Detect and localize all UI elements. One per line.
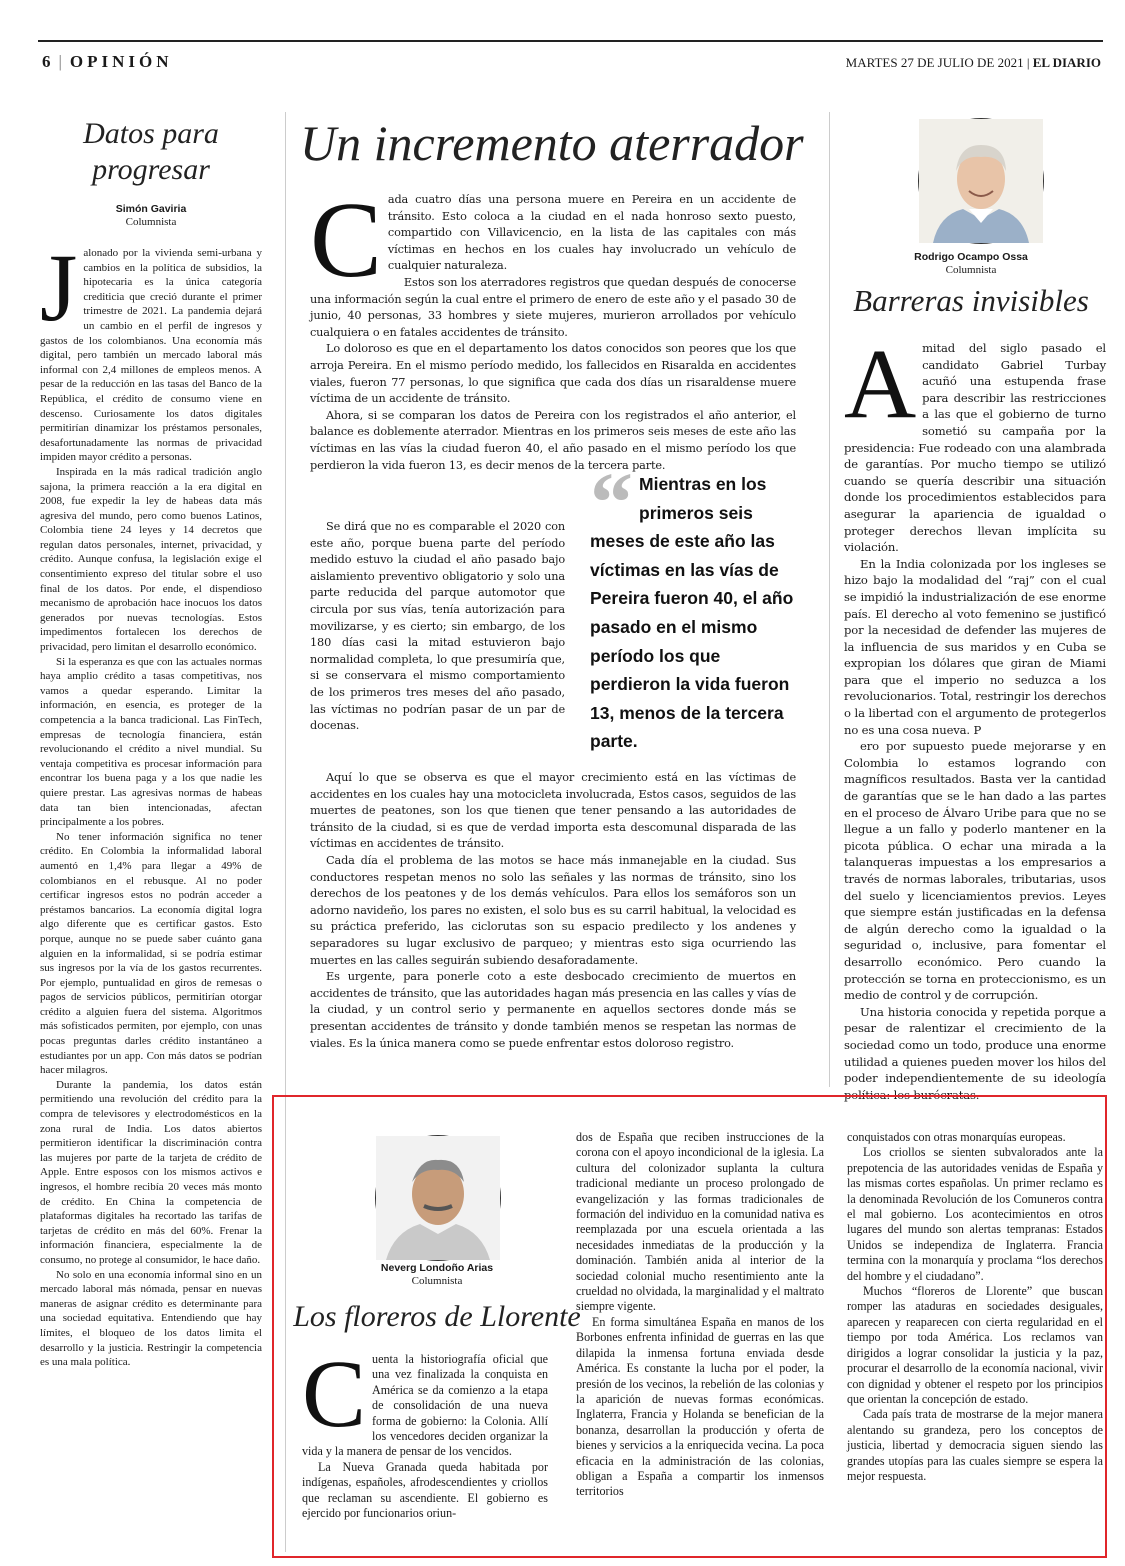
bottom-article-col3 <box>847 1130 1103 1552</box>
bottom-article-col1 <box>302 1340 548 1552</box>
left-role: Columnista <box>125 216 177 228</box>
issue-date: MARTES 27 DE JULIO DE 2021 <box>845 55 1024 70</box>
paragraph: En la India colonizada por los ingleses se hizo bajo la modalidad del “raj” con el cual se impidió la industrialización de ese enorme país. El derecho al voto femenino se justificó por la necesidad de defender las mujeres de la influencia de sus maridos y en Cuba se expropian los dólares que giran de Miami para que el imperio no seduzca a los revolucionarios. Total, restringir los derechos o la libertad con el argumento de protegerlos no es una cosa nueva. P <box>844 556 1106 737</box>
paragraph: dos de España que reciben instrucciones de la corona con el apoyo incondicional de la iglesia. La cultura del colonizador suplanta la cultura tradicional mediante un proceso prolongado de evangelización y las formas tradicionales de formación del individuo en la comunidad nativa es reemplazada por una escuela orientada a las necesidades inmediatas de la producción y la dominación. También anida al interior de la sociedad colonial mucho resentimiento ante la crueldad no olvidada, la marginalidad y el maltrato siempre vigente. <box>576 1130 824 1314</box>
left-article-body <box>40 234 262 1551</box>
paragraph: Inspirada en la más radical tradición anglo sajona, la primera reacción a la era digital en 2008, fue expedir la ley de habeas data más agresiva del mundo, pero como buenos Latinos, Colombia tiene 24 leyes y 14 decretos que regulan datos personales, internet, privacidad, y crédito. Aunque confusa, la legislación exige el consentimiento expreso del titular sobre el uso final de los datos. Por ende, el dispendioso mecanismo de aprobación hace inocuos los datos generados por nuevas tecnologías. Estos impedimentos fortalecen los derechos de privacidad, pero limitan el desarrollo económico. <box>40 465 262 654</box>
paragraph: Lo doloroso es que en el departamento los datos conocidos son peores que los que arroja Pereira. En el mismo período medido, los fallecidos en Risaralda en accidentes viales, fueron 77 personas, lo que significa que cada dos días un risaraldense muere víctima de un accidente de tránsito. <box>310 342 796 406</box>
right-role: Columnista <box>945 264 997 276</box>
paragraph: conquistados con otras monarquías europeas. <box>847 1130 1066 1144</box>
left-author: Simón Gaviria <box>115 203 187 215</box>
drop-cap: C <box>310 181 382 300</box>
paragraph: Muchos “floreros de Llorente” que buscan romper las ataduras en sociedades desiguales, aparecen y reaparecen con cierta regularidad en el tiempo por toda América. Los reclamos van dirigidos a lograr consolidar la justicia y la paz, procurar el desarrollo de la economía nacional, vivir con dignidad y obtener el respeto por los principios que orientan la concepción de estado. <box>847 1284 1103 1406</box>
paragraph: Estos son los aterradores registros que quedan después de conocerse una información según la cual entre el primero de enero de este año y el pasado 30 de junio, 40 personas, 33 hombres y siete mujeres, murieron arrollados por vehículo cualquiera o en fatales accidentes de tránsito. <box>310 275 796 339</box>
paragraph: No tener información significa no tener crédito. En Colombia la informalidad laboral aumentó en 1,4% para llegar a 49% de colombianos en el rebusque. Al no poder certificar ingresos estos no podrán acceder a préstamos bancarios. La economía digital logra algo diferente que es certificar gastos. Esto porque, aunque no se puede saber cuánto gana alguien en la informalidad, si se podría estimar sus ingresos por la vía de los gastos recurrentes. Por ejemplo, puntualidad en giros de remesas o pagos de servicios públicos, permitirían otorgar crédito a alguien fuera del sistema. Algoritmos más sofisticados permiten, por ejemplo, con unas pocas preguntas darles crédito instantáneo a estudiantes por un app. Con más datos se podrían hacer milagros. <box>40 830 262 1077</box>
title-line-2: progresar <box>92 153 210 186</box>
bottom-column-title: Los floreros de Llorente <box>293 1300 581 1333</box>
paragraph: Ahora, si se comparan los datos de Pereira con los registrados el año anterior, el balance es doblemente aterrador. Mientras en los primeros seis meses de este año las víctimas en las vías la ciudad fueron 40, el año pasado en el mismo período los que perdieron la vida fueron 13, es decir menos de la tercera parte. <box>310 408 796 472</box>
drop-cap: A <box>844 328 917 439</box>
paragraph: No solo en una economía informal sino en un mercado laboral más nómada, pensar en nuevas maneras de asignar crédito es determinante para una sociedad equitativa. Entendiendo que hay límites, el bloqueo de los datos limita el desarrollo y la justicia. Restringir la competencia es una mala política. <box>40 1268 262 1369</box>
title-line-1: Datos para <box>83 117 219 150</box>
paragraph: Se dirá que no es comparable el 2020 con este año, porque buena parte del período medido estuvo la ciudad el año pasado bajo aislamiento preventivo obligatorio y solo una parte reducida del parque automotor que circula por sus vías, tenía autorización para movilizarse, y es cierto; sin embargo, de los 180 días casi la mitad estuvieron bajo normalidad completa, lo que presumiría que, si se conservara el mismo comportamiento de los primeros tres meses del año pasado, las víctimas no podrían pasar de un par de docenas. <box>310 520 565 733</box>
page-folio <box>42 52 173 72</box>
main-article-bottom <box>310 770 796 1080</box>
main-headline: Un incremento aterrador <box>300 115 804 171</box>
page-number: 6 <box>42 52 51 71</box>
paragraph: Durante la pandemia, los datos están permitiendo una revolución del crédito para la compra de televisores y electrodomésticos en la zona rural de India. Los datos abiertos permitieron identificar la discriminación contra las mujeres por parte de la tarjeta de crédito de Apple. Entre esposos con los mismos activos e ingresos, el hombre recibía 20 veces más monto de crédito. En China la competencia de plataformas digitales ha recortado las tarifas de tarjetas de crédito en más del 60%. Frenar la información financiera, especialmente la de consumo, no protege al consumidor, le hace daño. <box>40 1078 262 1266</box>
drop-cap: J <box>40 234 78 341</box>
right-article-body <box>844 328 1106 1102</box>
bottom-article-col2 <box>576 1130 824 1550</box>
section-name: OPINIÓN <box>69 52 173 71</box>
author-portrait <box>918 118 1044 244</box>
paragraph: Aquí lo que se observa es que el mayor crecimiento está en las víctimas de accidentes en los cuales hay una motocicleta involucrada, Estos casos, seguidos de las muertes de peatones, son los que tienen que tener pensando a las autoridades de tránsito de la ciudad, si es que de verdad importa esta descomunal disparada de las víctimas en accidentes de tránsito. <box>310 771 796 851</box>
paragraph: Si la esperanza es que con las actuales normas haya amplio crédito a tasas competitivas, nos vamos a quedar esperando. Limitar la información, en esencia, es proteger de la competencia a la banca tradicional. Las FinTech, empresas de tecnología financiera, están revolucionando el crédito a nivel mundial. Su ventaja competitiva es procesar información para encontrar los buena paga y a los que nadie les quiere prestar. Las agresivas normas de habeas data tan bien intencionadas, afectan principalmente a los pobres. <box>40 655 262 829</box>
author-portrait <box>375 1135 501 1261</box>
left-column-title <box>40 116 262 188</box>
paragraph: Es urgente, para ponerle coto a este desbocado crecimiento de muertos en accidentes de tránsito, que las autoridades hagan más presencia en las calles y vías de la ciudad, y un control serio y permanente en aquellos sectores donde más se presentan accidentes de tránsito y donde también menos se respetan las normas de viales. Es la única manera como se puede enfrentar estos doloroso registro. <box>310 970 796 1050</box>
paper-name: EL DIARIO <box>1032 55 1101 70</box>
dateline: MARTES 27 DE JULIO DE 2021 | EL DIARIO <box>845 55 1101 70</box>
portrait-photo-icon <box>919 119 1043 243</box>
column-divider <box>829 112 830 1087</box>
paragraph: uenta la historiografía oficial que una vez finalizada la conquista en América se da comienzo a la etapa de consolidación de una nueva forma de gobierno: la Colonia. Allí los vencedores deciden organizar la vida y la manera de pensar de los vencidos. <box>302 1352 548 1459</box>
paragraph: ero por supuesto puede mejorarse y en Colombia lo estamos logrando con magníficos resultados. Basta ver la cantidad de garantías que se le han dado a las partes en el proceso de Álvaro Uribe para que no se llegue a un fallo y poderlo mantener en la picota pública. O echar una mirada a la talanqueras impuestas a los empresarios a través de normas laborales, tributarias, usos del suelo y licenciamientos previos. Leyes que siempre están justificadas en la defensa de algún derecho como la igualdad o la seguridad o, inclusive, para fomentar el desarrollo económico. Pero cuando la protección se torna en proteccionismo, es un medio de control y de corrupción. <box>844 739 1106 1003</box>
bottom-role: Columnista <box>411 1275 463 1287</box>
quote-mark-icon: “ <box>590 454 633 550</box>
paragraph: Cada país trata de mostrarse de la mejor manera alentando su grandeza, pero los conceptos de justicia, libertad y democracia siguen siendo las grandes utopías para las cuales siempre se espera la mejor respuesta. <box>847 1407 1103 1483</box>
right-author: Rodrigo Ocampo Ossa <box>914 251 1028 263</box>
bottom-author: Neverg Londoño Arias <box>380 1262 494 1274</box>
right-column-title: Barreras invisibles <box>853 283 1089 318</box>
pull-quote <box>590 454 805 756</box>
paragraph: La Nueva Granada queda habitada por indígenas, españoles, afrodescendientes y criollos que reclaman su ascendiente. El gobierno es ejercido por funcionarios oriun- <box>302 1459 548 1521</box>
pull-quote-text: Mientras en los primeros seis meses de este año las víctimas en las vías de Pereira fueron 40, el año pasado en el mismo período los que perdieron la vida fueron 13, menos de la tercera parte. <box>590 474 794 752</box>
paragraph: mitad del siglo pasado el candidato Gabriel Turbay acuñó una estupenda frase para describir las restricciones a las que el gobierno de turno sometió su campaña por la presidencia: Fue rodeado con una alambrada de garantías. Por mucho tiempo se utilizó cuando se quería describir una situación donde los procedimientos establecidos para asegurar la apariencia de igualdad o proteger derechos llevan implícita su violación. <box>844 341 1106 555</box>
paragraph: alonado por la vivienda semi-urbana y cambios en la política de subsidios, la hipotecaria es la única categoría crediticia que creció durante el primer trimestre de 2021. La pandemia dejará un cambio en el perfil de ingresos y gastos de los colombianos. Una economía más digital, pero también un mercado laboral más informal con 2,4 millones de empleos menos. A pesar de la reducción en las tasas del Banco de la República, el crédito de consumo viene en descenso. Curiosamente los datos digitales permitirían dinamizar los préstamos personales, desafortunadamente las normas de privacidad impiden mayor crédito a personas. <box>40 247 262 464</box>
portrait-photo-icon <box>376 1136 500 1260</box>
paragraph: Los criollos se sienten subvalorados ante la prepotencia de las autoridades venidas de España y las mismas cortes españolas. Un primer reclamo es la denominada Revolución de los Comuneros contra el mal gobierno. Los acontecimientos en otros lugares del mundo son alertas tempranas: Estados Unidos se independiza de Inglaterra. Francia termina con la monarquía y proclama “los derechos del hombre y el ciudadano”. <box>847 1145 1103 1283</box>
drop-cap: C <box>302 1340 367 1447</box>
folio-separator: | <box>58 52 62 71</box>
paragraph: En forma simultánea España en manos de los Borbones enfrenta infinidad de guerras en las que dilapida la inmensa fortuna enviada desde América. Es constante la lucha por el poder, la presión de los vecinos, la rebelión de las colonias y la aparición de nuevas formas económicas. Inglaterra, Francia y Holanda se benefician de la bonanza, desarrollan la producción y oferta de bienes y servicios a la enriquecida vecina. La poca eficacia en la administración de las colonias, obligan a España a compartir los inmensos territorios <box>576 1314 824 1499</box>
header-rule <box>38 40 1103 42</box>
main-article-narrow <box>310 519 565 779</box>
paragraph: Cada día el problema de las motos se hace más inmanejable en la ciudad. Sus conductores respetan menos no solo las señales y las normas de tránsito, sino los derechos de los peatones y de los demás vehículos. Para ellos los semáforos son un adorno navideño, los pares no existen, el solo bus es su carril habitual, la velocidad es su práctica preferido, las ciclorutas son su espacio predilecto y los andenes y separadores su lugar exclusivo de parqueo; y mientras esto siga ocurriendo las muertes en las calles seguirán subiendo desaforadamente. <box>310 853 796 967</box>
paragraph: Una historia conocida y repetida porque a pesar de ralentizar el crecimiento de la sociedad como un todo, produce una enorme utilidad a quienes pueden mover los hilos del poder independientemente de su ideología política: los burócratas. <box>844 1004 1106 1102</box>
paragraph: ada cuatro días una persona muere en Pereira en un accidente de tránsito. Esto coloca a la ciudad en el nada honroso sexto puesto, compartido con Villavicencio, en la lista de las capitales con más víctimas en hechos en los cuales hay involucrado un vehículo de cualquier naturaleza. <box>387 193 796 273</box>
